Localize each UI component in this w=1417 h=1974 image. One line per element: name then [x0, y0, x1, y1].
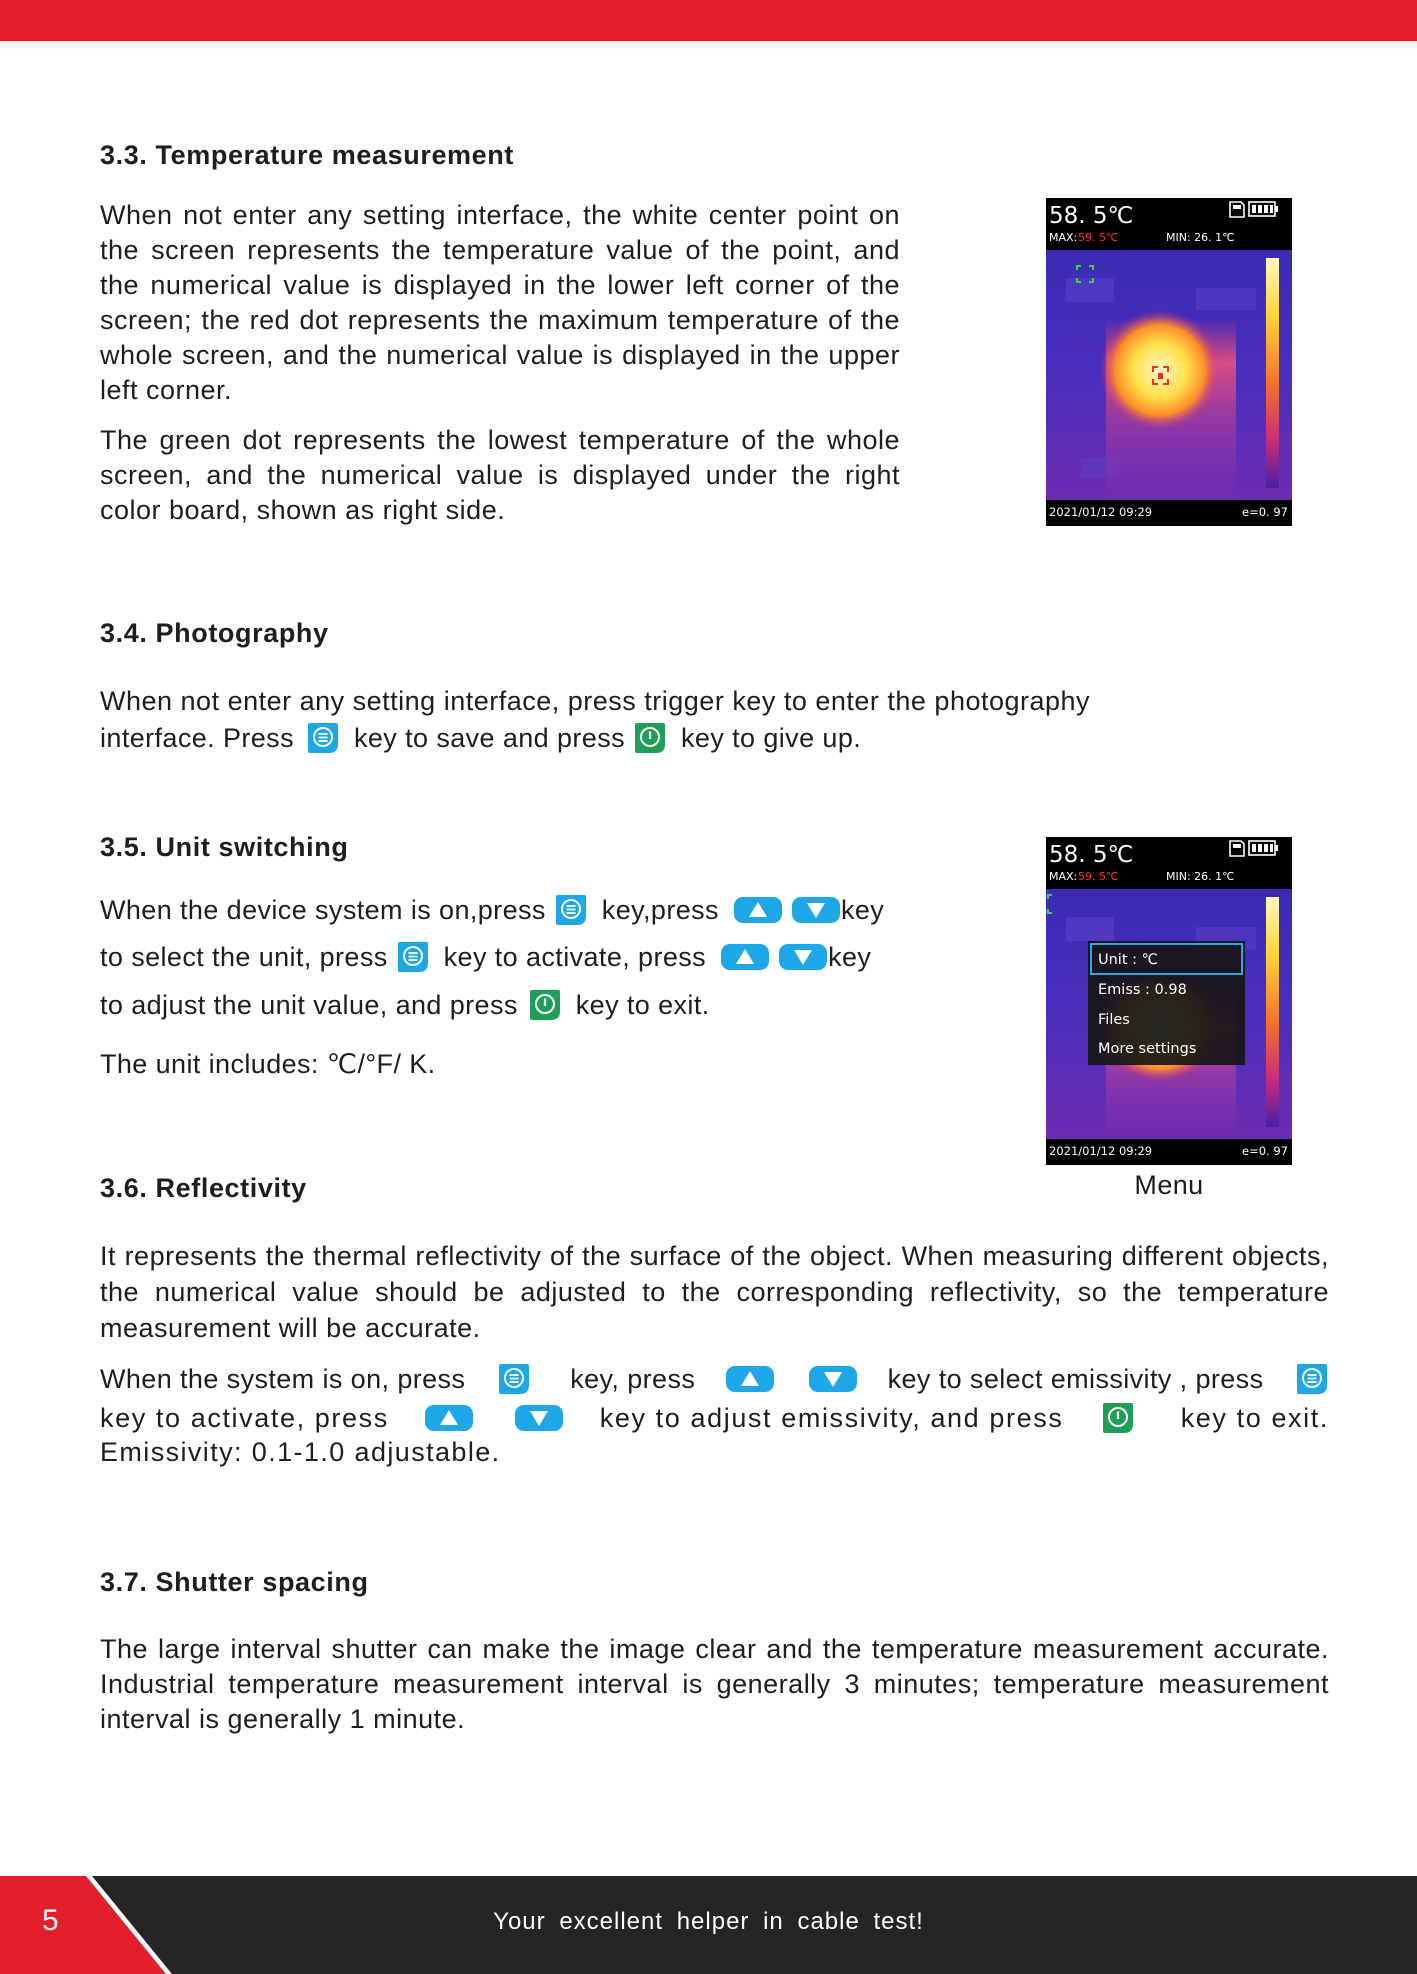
photography-text-press: interface. Press: [100, 722, 294, 753]
reflectivity-text-2b: key to adjust emissivity, and press: [599, 1402, 1064, 1433]
reflectivity-line-1: [100, 1359, 1329, 1399]
section-title-photography: 3.4. Photography: [100, 618, 329, 648]
reflectivity-text-2c: key to exit.: [1180, 1402, 1329, 1433]
min-temperature-readout: MIN: 26. 1℃: [1166, 870, 1235, 883]
page-number: 5: [42, 1904, 59, 1937]
top-accent-bar: [0, 0, 1417, 41]
up-key-icon: [720, 943, 770, 971]
unit-text-3a: to adjust the unit value, and press: [100, 989, 518, 1020]
power-key-icon: [633, 721, 667, 755]
up-key-icon: [424, 1404, 474, 1432]
section-title-shutter-spacing: 3.7. Shutter spacing: [100, 1567, 369, 1597]
menu-key-icon: [1295, 1362, 1329, 1396]
up-key-icon: [733, 896, 783, 924]
shutter-spacing-paragraph: The large interval shutter can make the image clear and the temperature measurement accurate. Industrial temperature measurement interval is generally 3 minutes; temperature measurement interval is generally 1 minute.: [100, 1634, 1329, 1734]
max-label: MAX:: [1049, 231, 1078, 244]
reflectivity-line-2: [100, 1398, 1329, 1438]
menu-key-icon: [396, 940, 430, 974]
min-temperature-readout: MIN: 26. 1℃: [1166, 231, 1235, 244]
menu-key-icon: [306, 721, 340, 755]
menu-item-unit[interactable]: Unit : ℃: [1098, 952, 1158, 968]
section-title-reflectivity: 3.6. Reflectivity: [100, 1173, 307, 1203]
center-temperature-readout: 58. 5℃: [1049, 203, 1134, 229]
unit-text-2b: key to activate, press: [443, 941, 707, 972]
datetime-readout: 2021/01/12 09:29: [1049, 505, 1153, 519]
unit-text-1c: key: [840, 894, 885, 925]
reflectivity-text-2a: key to activate, press: [100, 1402, 389, 1433]
unit-switching-line-1: [100, 890, 884, 930]
reflectivity-text-1b: key, press: [570, 1363, 696, 1394]
reflectivity-text-1a: When the system is on, press: [100, 1363, 466, 1394]
photography-line-2: [100, 718, 861, 758]
emissivity-range-text: Emissivity: 0.1-1.0 adjustable.: [100, 1436, 501, 1467]
up-key-icon: [725, 1365, 775, 1393]
unit-includes-text: The unit includes: ℃/°F/ K.: [100, 1048, 436, 1079]
unit-text-1b: key,press: [601, 894, 719, 925]
photography-text-save: key to save and press: [353, 722, 626, 753]
unit-switching-line-3: [100, 985, 710, 1025]
down-key-icon: [514, 1404, 564, 1432]
temperature-measurement-paragraph-2: The green dot represents the lowest temperature of the whole screen, and the numerical value is displayed under the right color board, shown as right side.: [100, 425, 900, 525]
reflectivity-text-1c: key to select emissivity , press: [887, 1363, 1264, 1394]
temperature-measurement-paragraph-1: When not enter any setting interface, the white center point on the screen represents the temperature value of the point, and the numerical value is displayed in the lower left corner of the screen; the red dot represents the maximum temperature of the whole screen, and the numerical value is displayed in the upper left corner.: [100, 200, 900, 405]
unit-text-2a: to select the unit, press: [100, 941, 388, 972]
unit-text-3b: key to exit.: [575, 989, 710, 1020]
emissivity-readout: e=0. 97: [1242, 505, 1288, 519]
settings-menu: [1088, 941, 1245, 1065]
photography-text-give-up: key to give up.: [681, 722, 862, 753]
max-label: MAX:: [1049, 870, 1078, 883]
menu-item-more-settings[interactable]: More settings: [1098, 1041, 1197, 1057]
photography-line-1: When not enter any setting interface, press trigger key to enter the photography: [100, 686, 1091, 716]
menu-item-files[interactable]: Files: [1098, 1012, 1130, 1028]
unit-text-2c: key: [828, 941, 872, 972]
unit-switching-line-2: [100, 937, 871, 977]
section-title-unit-switching: 3.5. Unit switching: [100, 832, 349, 862]
datetime-readout: 2021/01/12 09:29: [1049, 1144, 1153, 1158]
reflectivity-paragraph: It represents the thermal reflectivity of the surface of the object. When measuring different objects, the numerical value should be adjusted to the corresponding reflectivity, so the temperature measurement will be accurate.: [100, 1241, 1329, 1343]
center-temperature-readout: 58. 5℃: [1049, 842, 1134, 868]
unit-includes-line: [100, 1046, 436, 1082]
down-key-icon: [778, 943, 828, 971]
menu-item-emissivity[interactable]: Emiss : 0.98: [1098, 982, 1187, 998]
menu-figure-caption: Menu: [1134, 1170, 1204, 1200]
emissivity-readout: e=0. 97: [1242, 1144, 1288, 1158]
thermal-screen-menu: [1046, 837, 1292, 1165]
down-key-icon: [808, 1365, 858, 1393]
max-temperature-readout: 59. 5℃: [1078, 231, 1119, 244]
power-key-icon: [1101, 1401, 1135, 1435]
max-temperature-readout: 59. 5℃: [1078, 870, 1119, 883]
power-key-icon: [528, 988, 562, 1022]
section-title-temperature-measurement: 3.3. Temperature measurement: [100, 140, 514, 170]
unit-text-1a: When the device system is on,press: [100, 894, 546, 925]
thermal-screen-measurement: [1046, 198, 1292, 526]
menu-key-icon: [497, 1362, 531, 1396]
reflectivity-line-3: [100, 1434, 501, 1470]
footer-slogan: Your excellent helper in cable test!: [493, 1908, 924, 1935]
menu-key-icon: [554, 893, 588, 927]
down-key-icon: [791, 896, 841, 924]
